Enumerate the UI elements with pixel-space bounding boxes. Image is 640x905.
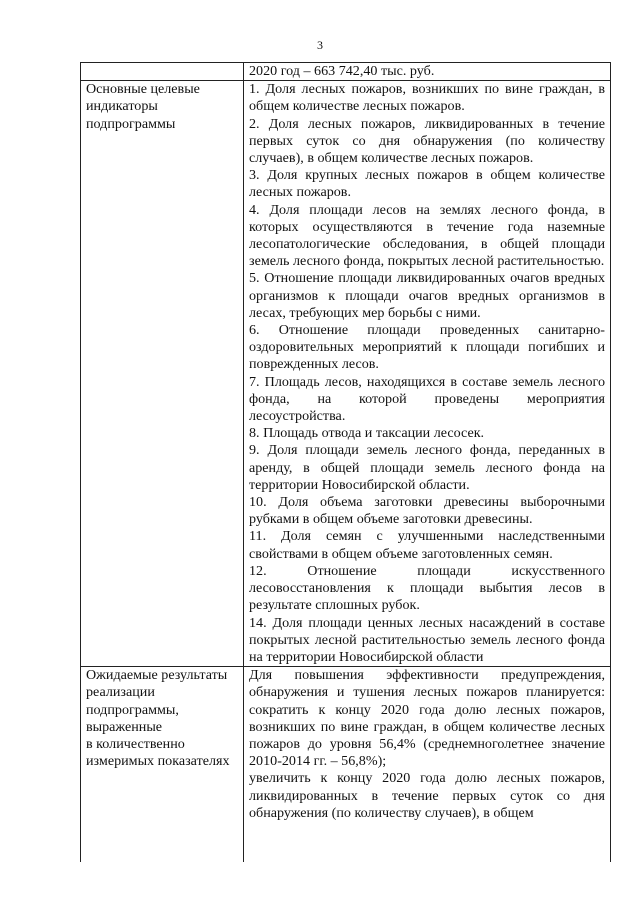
results-label-line: подпрограммы, bbox=[86, 701, 179, 718]
list-item: 6. Отношение площади проведенных санитарно-оздоровительных мероприятий к площади погибших и поврежденных лесов. bbox=[249, 322, 605, 373]
list-item: 7. Площадь лесов, находящихся в составе земель лесного фонда, на которой проведены мероприятия лесоустройства. bbox=[249, 373, 605, 425]
table-row bbox=[81, 63, 611, 81]
list-item: 5. Отношение площади ликвидированных очагов вредных организмов к площади очагов вредных организмов в лесах, требующих мер борьбы с ними. bbox=[249, 270, 605, 321]
results-label-line: выраженные bbox=[86, 718, 163, 735]
indicators-list bbox=[244, 81, 611, 667]
results-text bbox=[244, 667, 611, 863]
results-label-line: Ожидаемые результаты bbox=[86, 667, 228, 684]
list-item: 2. Доля лесных пожаров, ликвидированных в течение первых суток со дня обнаружения (по количеству случаев), в общем количестве лесных пожаров. bbox=[249, 115, 605, 167]
results-label-line: в количественно bbox=[86, 735, 185, 752]
subprogram-passport-table bbox=[80, 62, 611, 862]
table-row bbox=[81, 667, 611, 863]
list-item: 10. Доля объема заготовки древесины выборочными рубками в общем объеме заготовки древесины. bbox=[249, 494, 605, 528]
list-item: 8. Площадь отвода и таксации лесосек. bbox=[249, 425, 485, 442]
list-item: 9. Доля площади земель лесного фонда, переданных в аренду, в общей площади земель лесного фонда на территории Новосибирской области. bbox=[249, 442, 605, 493]
table-cell-label bbox=[81, 63, 244, 81]
results-label-line: реализации bbox=[86, 684, 155, 701]
results-label bbox=[81, 667, 244, 863]
list-item: 11. Доля семян с улучшенными наследственными свойствами в общем объеме заготовленных семян. bbox=[249, 528, 605, 562]
list-item: 14. Доля площади ценных лесных насаждений в составе покрытых лесной растительностью земель лесного фонда на территории Новосибирской области bbox=[249, 614, 605, 665]
list-item: 4. Доля площади лесов на землях лесного фонда, в которых осуществляются в течение года наземные лесопатологические обследования, в общей площади земель лесного фонда, покрытых лесной растительностью. bbox=[249, 201, 605, 270]
list-item: 3. Доля крупных лесных пожаров в общем количестве лесных пожаров. bbox=[249, 167, 605, 201]
financing-2020-text: 2020 год – 663 742,40 тыс. руб. bbox=[249, 63, 435, 79]
table-row bbox=[81, 81, 611, 667]
indicators-label: Основные целевые индикаторы подпрограммы bbox=[81, 81, 244, 667]
list-item: 12. Отношение площади искусственного лесовосстановления к площади выбытия лесов в результате сплошных рубок. bbox=[249, 562, 605, 614]
paragraph: увеличить к концу 2020 года долю лесных пожаров, ликвидированных в течение первых суток со дня обнаружения (по количеству случаев), в общем bbox=[249, 770, 605, 821]
results-label-line: измеримых показателях bbox=[86, 753, 230, 770]
page-number: 3 bbox=[317, 38, 323, 52]
table-cell-value bbox=[244, 63, 611, 81]
list-item: 1. Доля лесных пожаров, возникших по вине граждан, в общем количестве лесных пожаров. bbox=[249, 81, 605, 115]
paragraph: Для повышения эффективности предупреждения, обнаружения и тушения лесных пожаров планируется: сократить к концу 2020 года долю лесных пожаров, возникших по вине граждан, в общем количестве лесных пожаров до уровня 56,4% (среднемноголетнее значение 2010-2014 гг. – 56,8%); bbox=[249, 667, 605, 770]
